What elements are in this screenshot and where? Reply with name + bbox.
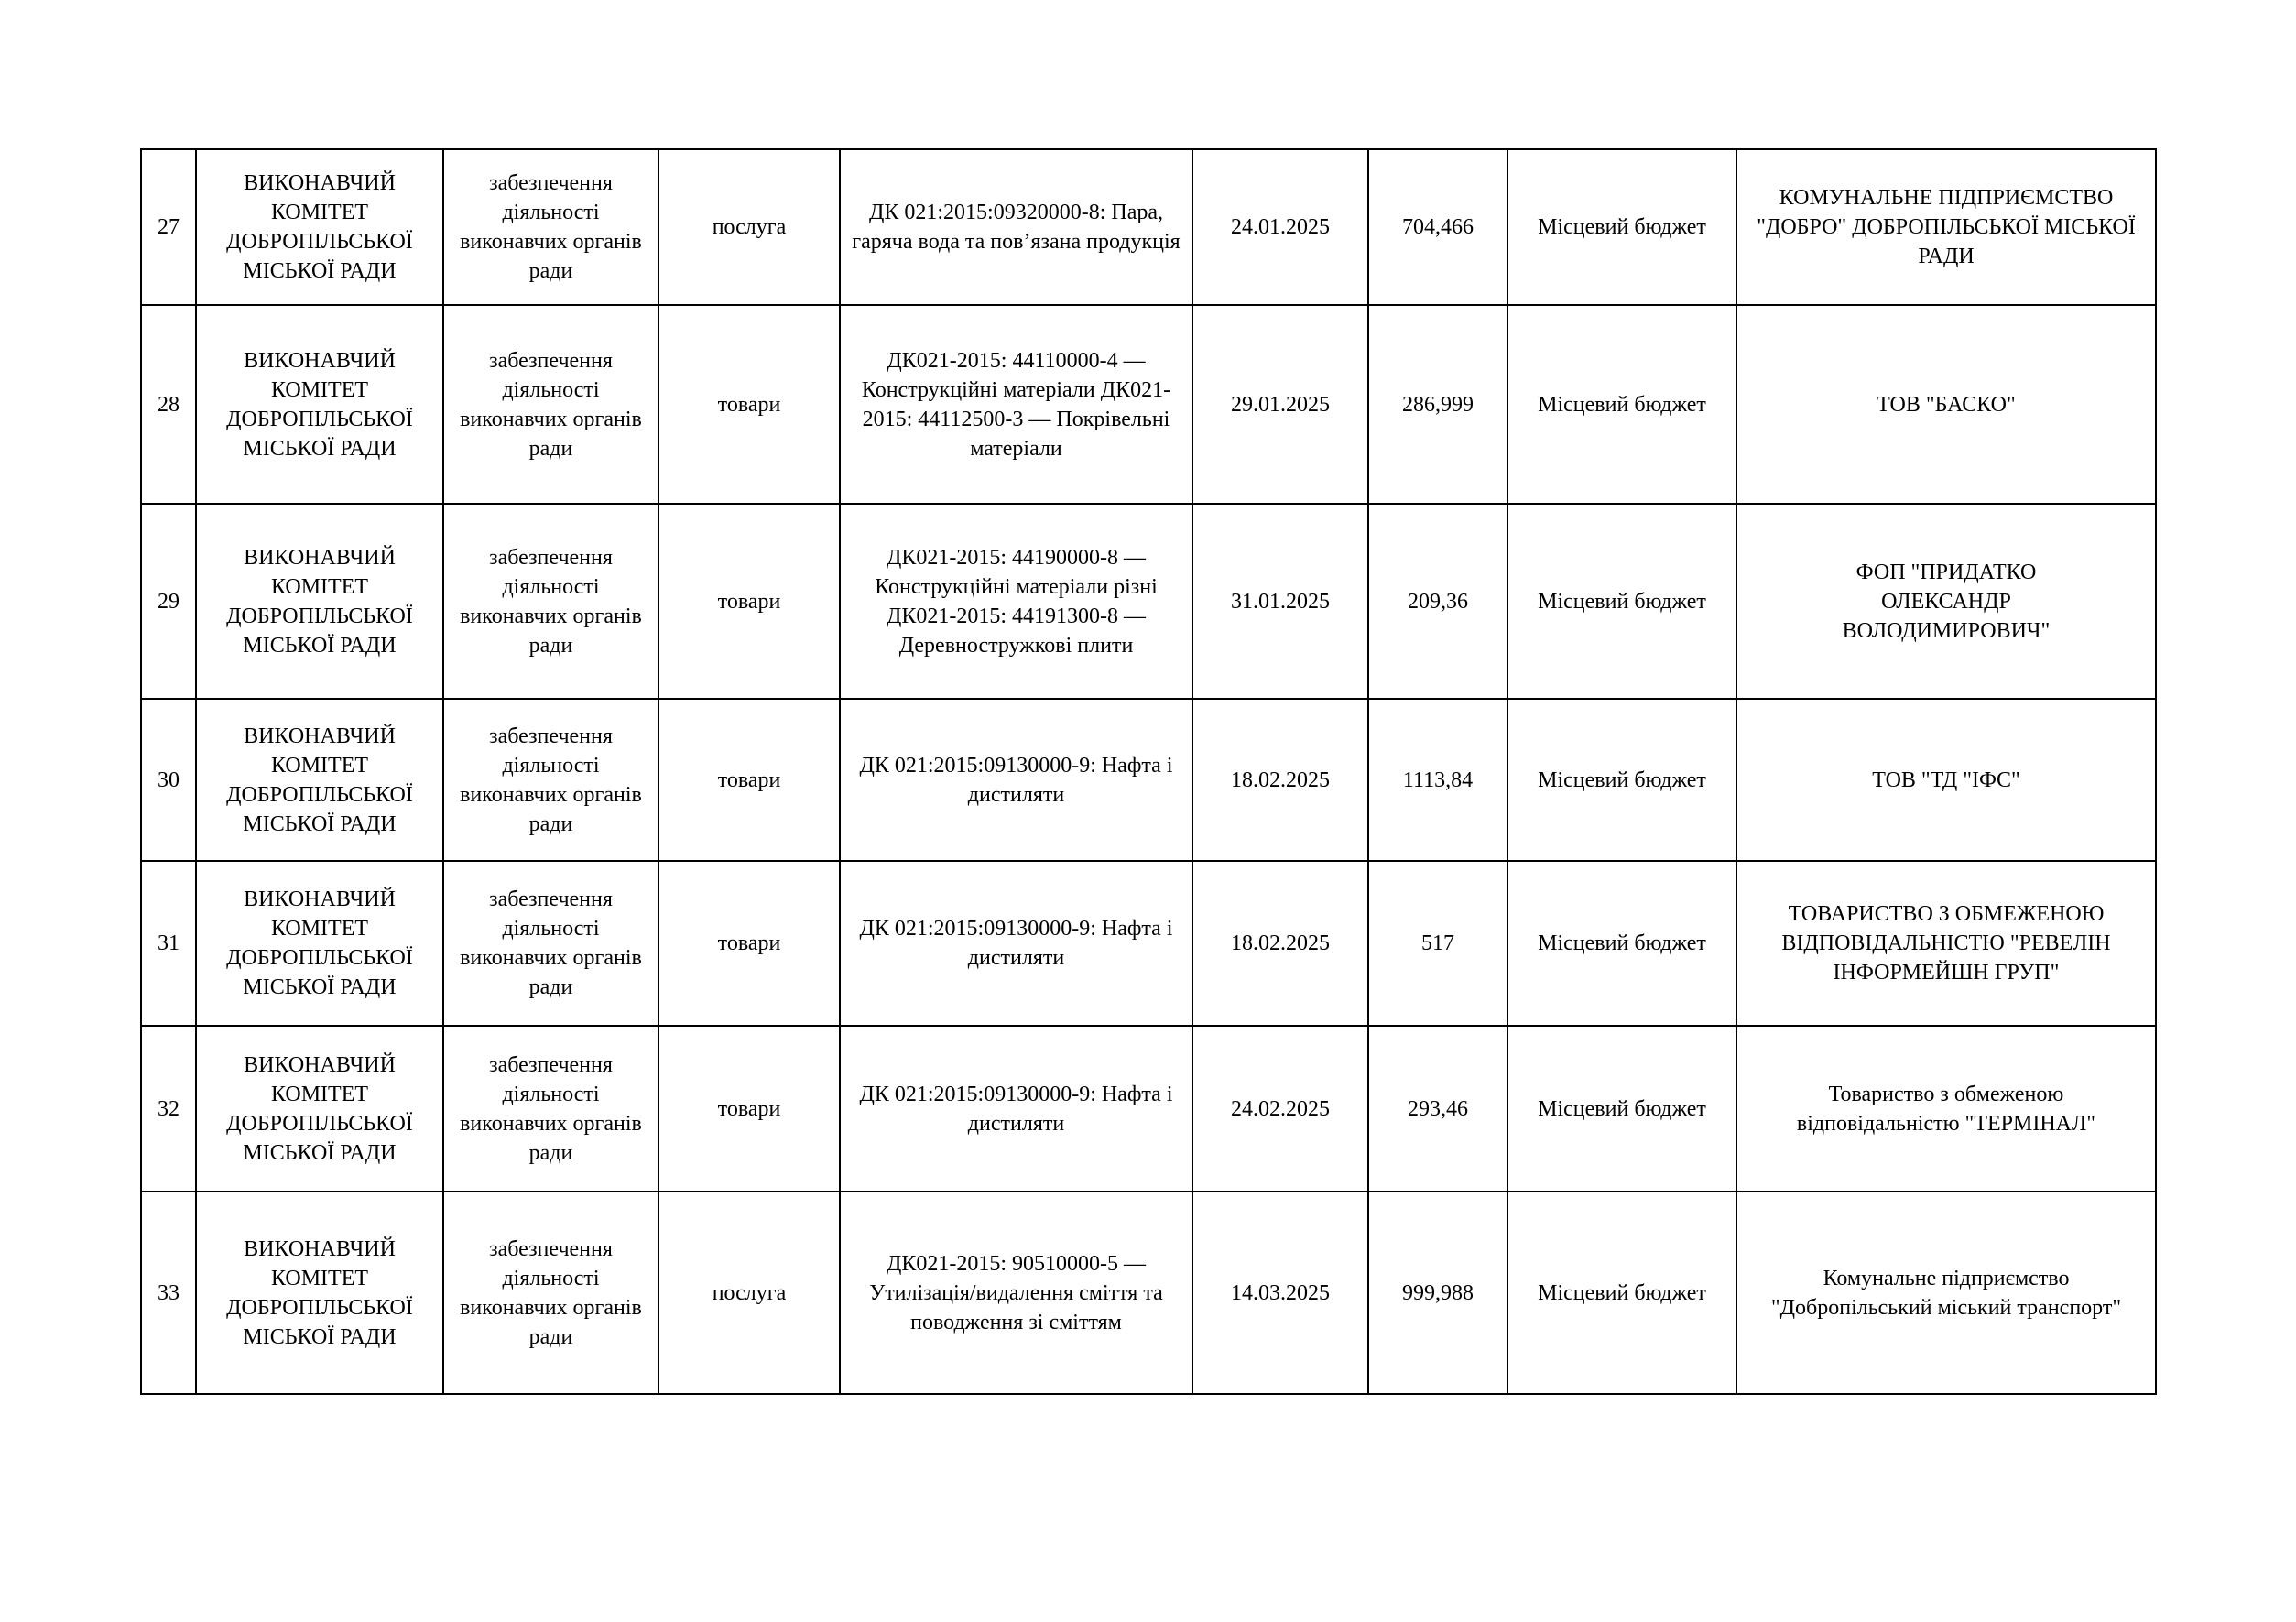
cpv-code: ДК 021:2015:09130000-9: Нафта і дистиляти (840, 1026, 1192, 1192)
supplier-name: Комунальне підприємство "Добропільський міський транспорт" (1736, 1192, 2156, 1394)
buyer-name: ВИКОНАВЧИЙ КОМІТЕТ ДОБРОПІЛЬСЬКОЇ МІСЬКОЇ РАДИ (196, 699, 443, 861)
procurement-type: товари (658, 305, 840, 504)
contract-date: 31.01.2025 (1192, 504, 1368, 699)
contract-date: 29.01.2025 (1192, 305, 1368, 504)
contract-date: 14.03.2025 (1192, 1192, 1368, 1394)
supplier-name: ТОВАРИСТВО З ОБМЕЖЕНОЮ ВІДПОВІДАЛЬНІСТЮ "РЕВЕЛІН ІНФОРМЕЙШН ГРУП" (1736, 861, 2156, 1026)
procurement-type: товари (658, 861, 840, 1026)
table-row (141, 504, 2156, 699)
buyer-name: ВИКОНАВЧИЙ КОМІТЕТ ДОБРОПІЛЬСЬКОЇ МІСЬКОЇ РАДИ (196, 305, 443, 504)
procurement-purpose: забезпечення діяльності виконавчих органів ради (443, 504, 658, 699)
contract-amount: 704,466 (1368, 149, 1507, 305)
cpv-code: ДК021-2015: 90510000-5 — Утилізація/видалення сміття та поводження зі сміттям (840, 1192, 1192, 1394)
table-row (141, 1026, 2156, 1192)
buyer-name: ВИКОНАВЧИЙ КОМІТЕТ ДОБРОПІЛЬСЬКОЇ МІСЬКОЇ РАДИ (196, 861, 443, 1026)
supplier-name: КОМУНАЛЬНЕ ПІДПРИЄМСТВО "ДОБРО" ДОБРОПІЛЬСЬКОЇ МІСЬКОЇ РАДИ (1736, 149, 2156, 305)
buyer-name: ВИКОНАВЧИЙ КОМІТЕТ ДОБРОПІЛЬСЬКОЇ МІСЬКОЇ РАДИ (196, 504, 443, 699)
row-number: 33 (141, 1192, 196, 1394)
table-row (141, 861, 2156, 1026)
funding-source: Місцевий бюджет (1507, 1026, 1736, 1192)
procurement-purpose: забезпечення діяльності виконавчих органів ради (443, 699, 658, 861)
cpv-code: ДК021-2015: 44110000-4 — Конструкційні матеріали ДК021-2015: 44112500-3 — Покрівельні матеріали (840, 305, 1192, 504)
funding-source: Місцевий бюджет (1507, 699, 1736, 861)
procurement-type: послуга (658, 149, 840, 305)
row-number: 32 (141, 1026, 196, 1192)
contract-amount: 293,46 (1368, 1026, 1507, 1192)
contract-amount: 286,999 (1368, 305, 1507, 504)
procurement-table (140, 148, 2157, 1395)
funding-source: Місцевий бюджет (1507, 305, 1736, 504)
supplier-name: ТОВ "БАСКО" (1736, 305, 2156, 504)
contract-amount: 209,36 (1368, 504, 1507, 699)
table-row (141, 305, 2156, 504)
procurement-purpose: забезпечення діяльності виконавчих органів ради (443, 305, 658, 504)
funding-source: Місцевий бюджет (1507, 1192, 1736, 1394)
procurement-purpose: забезпечення діяльності виконавчих органів ради (443, 149, 658, 305)
cpv-code: ДК021-2015: 44190000-8 — Конструкційні матеріали різні ДК021-2015: 44191300-8 — Деревностружкові плити (840, 504, 1192, 699)
buyer-name: ВИКОНАВЧИЙ КОМІТЕТ ДОБРОПІЛЬСЬКОЇ МІСЬКОЇ РАДИ (196, 1026, 443, 1192)
procurement-purpose: забезпечення діяльності виконавчих органів ради (443, 1026, 658, 1192)
supplier-name: Товариство з обмеженою відповідальністю "ТЕРМІНАЛ" (1736, 1026, 2156, 1192)
supplier-name: ТОВ "ТД "ІФС" (1736, 699, 2156, 861)
cpv-code: ДК 021:2015:09320000-8: Пара, гаряча вода та пов’язана продукція (840, 149, 1192, 305)
row-number: 28 (141, 305, 196, 504)
cpv-code: ДК 021:2015:09130000-9: Нафта і дистиляти (840, 699, 1192, 861)
procurement-type: товари (658, 699, 840, 861)
contract-date: 18.02.2025 (1192, 699, 1368, 861)
supplier-name: ФОП "ПРИДАТКО ОЛЕКСАНДР ВОЛОДИМИРОВИЧ" (1736, 504, 2156, 699)
row-number: 30 (141, 699, 196, 861)
contract-date: 24.02.2025 (1192, 1026, 1368, 1192)
contract-date: 24.01.2025 (1192, 149, 1368, 305)
contract-date: 18.02.2025 (1192, 861, 1368, 1026)
procurement-type: послуга (658, 1192, 840, 1394)
contract-amount: 999,988 (1368, 1192, 1507, 1394)
procurement-purpose: забезпечення діяльності виконавчих органів ради (443, 1192, 658, 1394)
procurement-type: товари (658, 1026, 840, 1192)
funding-source: Місцевий бюджет (1507, 504, 1736, 699)
buyer-name: ВИКОНАВЧИЙ КОМІТЕТ ДОБРОПІЛЬСЬКОЇ МІСЬКОЇ РАДИ (196, 149, 443, 305)
row-number: 31 (141, 861, 196, 1026)
contract-amount: 1113,84 (1368, 699, 1507, 861)
funding-source: Місцевий бюджет (1507, 861, 1736, 1026)
row-number: 27 (141, 149, 196, 305)
contract-amount: 517 (1368, 861, 1507, 1026)
procurement-purpose: забезпечення діяльності виконавчих органів ради (443, 861, 658, 1026)
buyer-name: ВИКОНАВЧИЙ КОМІТЕТ ДОБРОПІЛЬСЬКОЇ МІСЬКОЇ РАДИ (196, 1192, 443, 1394)
row-number: 29 (141, 504, 196, 699)
funding-source: Місцевий бюджет (1507, 149, 1736, 305)
cpv-code: ДК 021:2015:09130000-9: Нафта і дистиляти (840, 861, 1192, 1026)
procurement-type: товари (658, 504, 840, 699)
table-row (141, 1192, 2156, 1394)
table-row (141, 149, 2156, 305)
table-row (141, 699, 2156, 861)
